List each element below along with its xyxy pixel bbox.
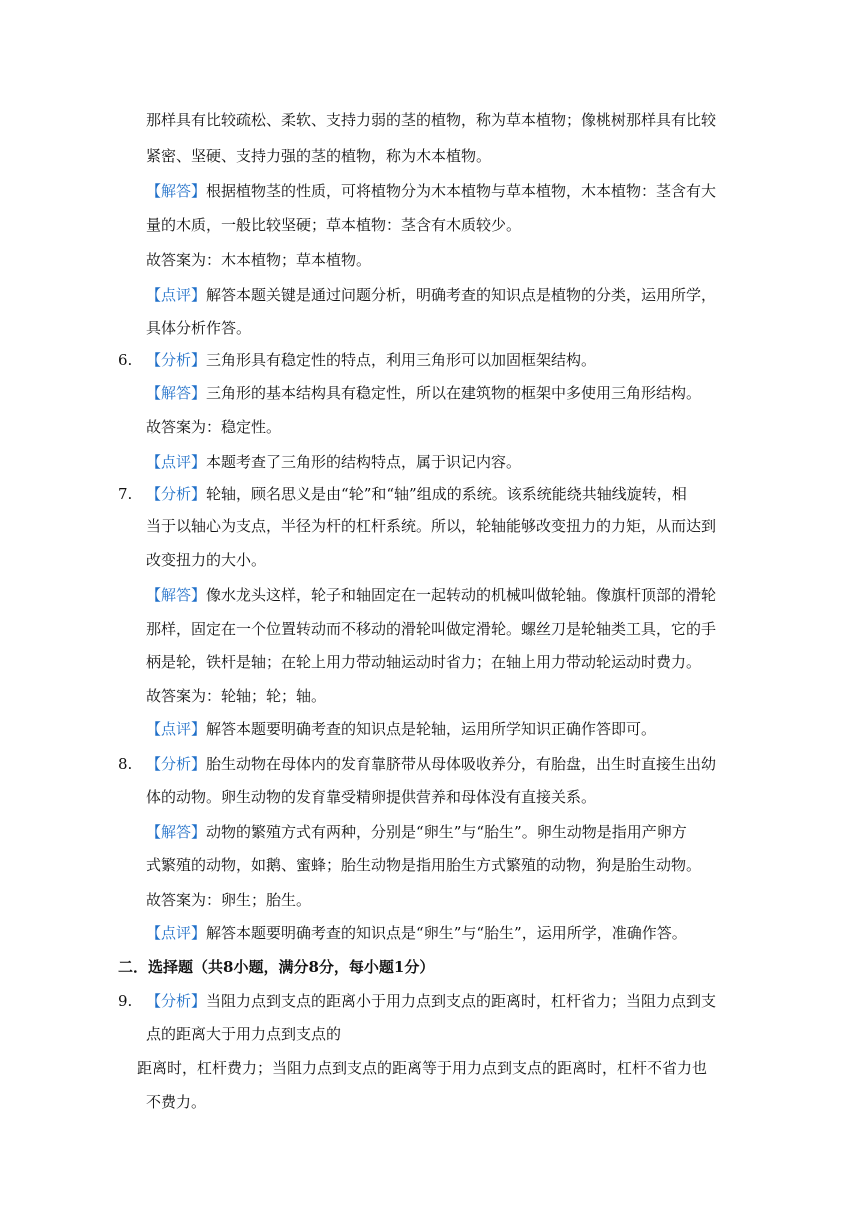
text-line: 柄是轮，铁杆是轴；在轮上用力带动轴运动时省力；在轴上用力带动轮运动时费力。 <box>146 653 702 671</box>
text-line: 距离时，杠杆费力；当阻力点到支点的距离等于用力点到支点的距离时，杠杆不省力也 <box>137 1059 708 1077</box>
answer-paragraph: 【解答】根据植物茎的性质，可将植物分为木本植物与草本植物，木本植物：茎含有大 <box>146 182 717 200</box>
text-line: 当于以轴心为支点，半径为杆的杠杆系统。所以，轮轴能够改变扭力的力矩，从而达到 <box>146 517 717 535</box>
answer-label: 【解答】 <box>146 823 207 841</box>
question-6-analysis: 6. 【分析】三角形具有稳定性的特点，利用三角形可以加固框架结构。 <box>118 351 597 369</box>
analysis-label: 【分析】 <box>146 485 207 503</box>
text-line: 不费力。 <box>146 1093 207 1111</box>
text-line: 量的木质，一般比较坚硬；草本植物：茎含有木质较少。 <box>146 216 522 234</box>
text-line: 那样，固定在一个位置转动而不移动的滑轮叫做定滑轮。螺丝刀是轮轴类工具，它的手 <box>146 620 717 638</box>
question-number: 7. <box>118 485 133 503</box>
question-number: 6. <box>118 351 133 369</box>
comment-paragraph: 【点评】解答本题要明确考查的知识点是“卵生”与“胎生”，运用所学，准确作答。 <box>146 924 687 942</box>
text-line: 点的距离大于用力点到支点的 <box>146 1025 342 1043</box>
comment-label: 【点评】 <box>146 453 207 471</box>
answer-label: 【解答】 <box>146 182 207 200</box>
analysis-label: 【分析】 <box>146 992 207 1010</box>
question-8-analysis: 8. 【分析】胎生动物在母体内的发育靠脐带从母体吸收养分，有胎盘，出生时直接生出幼 <box>118 755 717 773</box>
answer-line: 故答案为：轮轴；轮；轴。 <box>146 687 327 705</box>
text-line: 改变扭力的大小。 <box>146 551 267 569</box>
text-line: 体的动物。卵生动物的发育靠受精卵提供营养和母体没有直接关系。 <box>146 788 597 806</box>
question-number: 9. <box>118 992 133 1010</box>
analysis-label: 【分析】 <box>146 755 207 773</box>
comment-paragraph: 【点评】解答本题关键是通过问题分析，明确考查的知识点是植物的分类，运用所学， <box>146 286 717 304</box>
question-7-analysis: 7. 【分析】轮轴，顾名思义是由“轮”和“轴”组成的系统。该系统能绕共轴线旋转，相 <box>118 485 687 503</box>
answer-line: 故答案为：卵生；胎生。 <box>146 891 312 909</box>
comment-label: 【点评】 <box>146 720 207 738</box>
question-number: 8. <box>118 755 133 773</box>
comment-label: 【点评】 <box>146 924 207 942</box>
answer-label: 【解答】 <box>146 586 207 604</box>
comment-paragraph: 【点评】本题考查了三角形的结构特点，属于识记内容。 <box>146 453 522 471</box>
text-line: 具体分析作答。 <box>146 319 252 337</box>
answer-label: 【解答】 <box>146 384 207 402</box>
comment-label: 【点评】 <box>146 286 207 304</box>
answer-paragraph: 【解答】像水龙头这样，轮子和轴固定在一起转动的机械叫做轮轴。像旗杆顶部的滑轮 <box>146 586 717 604</box>
answer-paragraph: 【解答】三角形的基本结构具有稳定性，所以在建筑物的框架中多使用三角形结构。 <box>146 384 702 402</box>
answer-paragraph: 【解答】动物的繁殖方式有两种，分别是“卵生”与“胎生”。卵生动物是指用产卵方 <box>146 823 687 841</box>
answer-line: 故答案为：木本植物；草本植物。 <box>146 251 372 269</box>
section-heading: 二．选择题（共8小题，满分8分，每小题1分） <box>118 958 435 976</box>
answer-line: 故答案为：稳定性。 <box>146 418 282 436</box>
question-9-analysis: 9. 【分析】当阻力点到支点的距离小于用力点到支点的距离时，杠杆省力；当阻力点到支 <box>118 992 717 1010</box>
text-line: 式繁殖的动物，如鹅、蜜蜂；胎生动物是指用胎生方式繁殖的动物，狗是胎生动物。 <box>146 856 702 874</box>
analysis-label: 【分析】 <box>146 351 207 369</box>
text-line: 那样具有比较疏松、柔软、支持力弱的茎的植物，称为草本植物；像桃树那样具有比较 <box>146 111 717 129</box>
comment-paragraph: 【点评】解答本题要明确考查的知识点是轮轴，运用所学知识正确作答即可。 <box>146 720 657 738</box>
text-line: 紧密、坚硬、支持力强的茎的植物，称为木本植物。 <box>146 147 492 165</box>
